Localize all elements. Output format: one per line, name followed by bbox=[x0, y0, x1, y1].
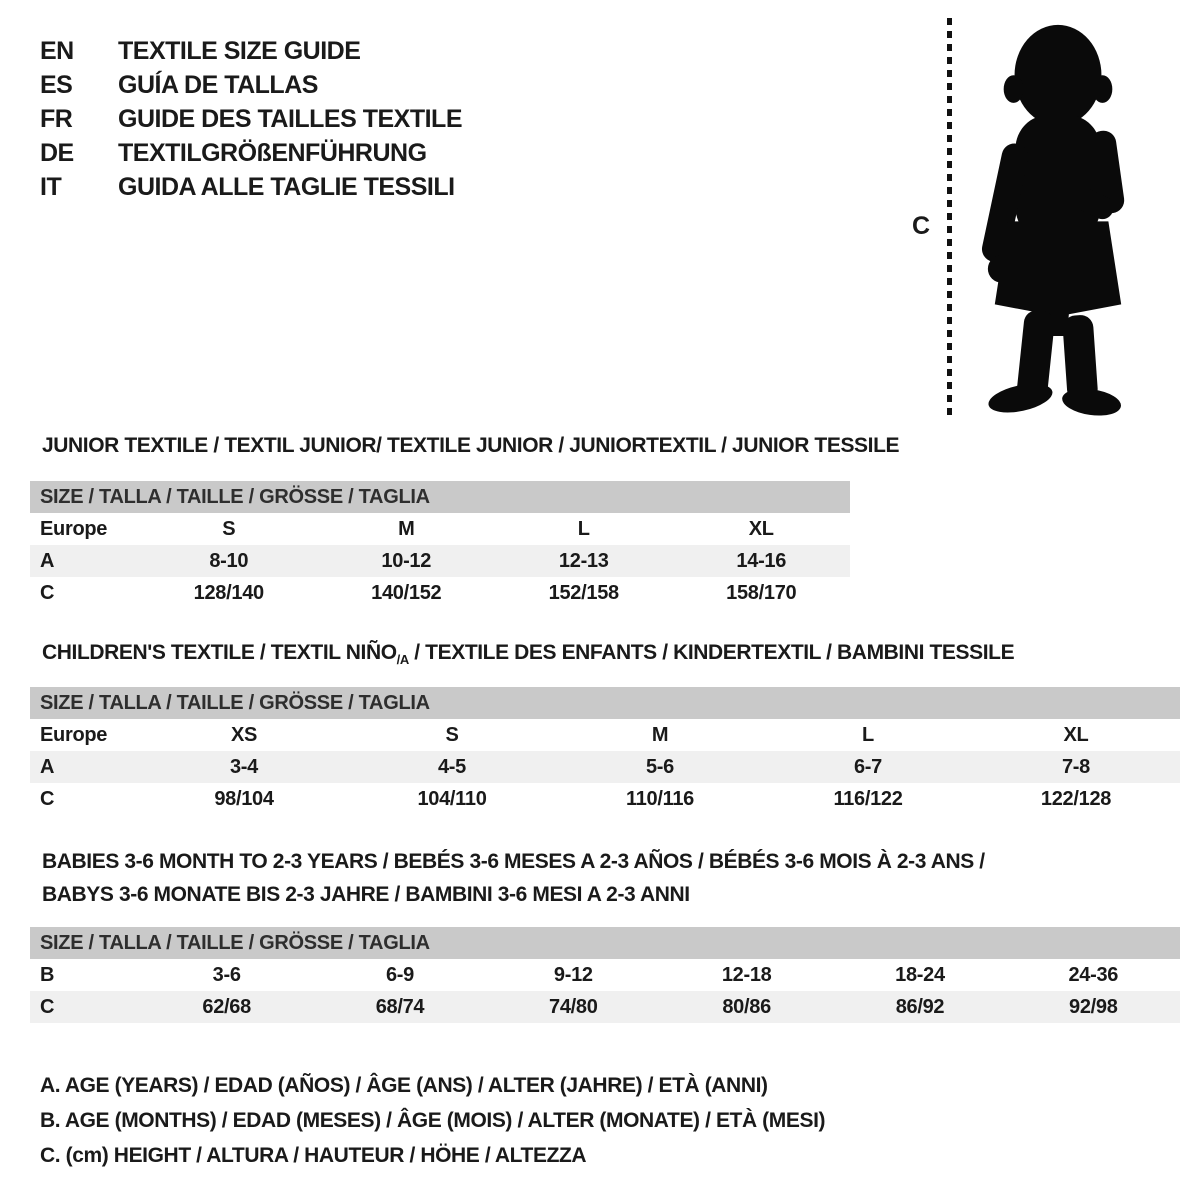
height-value: 86/92 bbox=[895, 995, 945, 1018]
table-row bbox=[30, 719, 1180, 751]
babies-size-table bbox=[30, 927, 1180, 1023]
age-value: 3-4 bbox=[229, 755, 258, 778]
language-code: FR bbox=[40, 104, 73, 133]
age-months-value: 6-9 bbox=[385, 963, 414, 986]
babies-title-line1: BABIES 3-6 MONTH TO 2-3 YEARS / BEBÉS 3-6 MESES A 2-3 AÑOS / BÉBÉS 3-6 MOIS À 2-3 ANS / bbox=[42, 850, 985, 873]
height-value: 92/98 bbox=[1069, 995, 1118, 1018]
height-value: 128/140 bbox=[193, 581, 264, 604]
row-label: C bbox=[40, 581, 55, 604]
size-value: L bbox=[577, 517, 590, 540]
children-size-table bbox=[30, 687, 1180, 815]
size-value: XL bbox=[1063, 723, 1089, 746]
language-title-list bbox=[40, 34, 462, 204]
height-value: 152/158 bbox=[548, 581, 619, 604]
table-row bbox=[30, 751, 1180, 783]
size-value: XL bbox=[748, 517, 774, 540]
legend-line-a: A. AGE (YEARS) / EDAD (AÑOS) / ÂGE (ANS) / ALTER (JAHRE) / ETÀ (ANNI) bbox=[40, 1073, 768, 1097]
age-value: 7-8 bbox=[1061, 755, 1090, 778]
language-code: EN bbox=[40, 36, 74, 65]
age-months-value: 12-18 bbox=[721, 963, 772, 986]
height-value: 140/152 bbox=[371, 581, 442, 604]
row-label: A bbox=[40, 549, 55, 572]
table-row bbox=[30, 513, 850, 545]
height-value: 68/74 bbox=[375, 995, 425, 1018]
children-title-post: / TEXTILE DES ENFANTS / KINDERTEXTIL / BAMBINI TESSILE bbox=[408, 641, 1015, 664]
legend-line-b: B. AGE (MONTHS) / EDAD (MESES) / ÂGE (MOIS) / ALTER (MONATE) / ETÀ (MESI) bbox=[40, 1108, 826, 1132]
language-code: ES bbox=[40, 70, 73, 99]
guide-title: TEXTILGRÖßENFÜHRUNG bbox=[118, 138, 427, 167]
table-row bbox=[30, 577, 850, 609]
height-value: 80/86 bbox=[722, 995, 771, 1018]
guide-title: GUIDA ALLE TAGLIE TESSILI bbox=[118, 172, 455, 201]
row-label: Europe bbox=[40, 517, 108, 540]
junior-size-table bbox=[30, 481, 850, 609]
age-months-value: 9-12 bbox=[553, 963, 593, 986]
table-row bbox=[30, 991, 1180, 1023]
size-header-bar: SIZE / TALLA / TAILLE / GRÖSSE / TAGLIA bbox=[30, 927, 1180, 959]
guide-title: TEXTILE SIZE GUIDE bbox=[118, 36, 361, 65]
age-value: 8-10 bbox=[209, 549, 249, 572]
age-value: 4-5 bbox=[437, 755, 466, 778]
table-row bbox=[30, 959, 1180, 991]
height-value: 116/122 bbox=[833, 787, 903, 810]
babies-title-line2: BABYS 3-6 MONATE BIS 2-3 JAHRE / BAMBINI 3-6 MESI A 2-3 ANNI bbox=[42, 883, 690, 906]
height-value: 122/128 bbox=[1040, 787, 1112, 810]
list-item bbox=[40, 68, 462, 102]
age-value: 5-6 bbox=[645, 755, 674, 778]
list-item bbox=[40, 170, 462, 204]
row-label: Europe bbox=[40, 723, 108, 746]
height-value: 158/170 bbox=[726, 581, 797, 604]
height-value: 98/104 bbox=[214, 787, 274, 810]
table-row bbox=[30, 545, 850, 577]
size-header-bar: SIZE / TALLA / TAILLE / GRÖSSE / TAGLIA bbox=[30, 687, 1180, 719]
table-row bbox=[30, 783, 1180, 815]
height-value: 62/68 bbox=[202, 995, 251, 1018]
height-value: 110/116 bbox=[626, 787, 694, 810]
height-dotted-line bbox=[947, 18, 952, 416]
row-label: A bbox=[40, 755, 55, 778]
row-label: C bbox=[40, 787, 55, 810]
row-label: C bbox=[40, 995, 55, 1018]
height-value: 74/80 bbox=[549, 995, 598, 1018]
guide-title: GUIDE DES TAILLES TEXTILE bbox=[118, 104, 463, 133]
age-months-value: 24-36 bbox=[1068, 963, 1119, 986]
size-value: M bbox=[651, 723, 669, 746]
babies-section-title bbox=[42, 845, 985, 911]
height-measure-label: C bbox=[912, 212, 931, 240]
language-code: IT bbox=[40, 172, 62, 201]
list-item bbox=[40, 34, 462, 68]
children-title-pre: CHILDREN'S TEXTILE / TEXTIL NIÑO bbox=[42, 641, 397, 664]
age-months-value: 18-24 bbox=[895, 963, 945, 986]
measure-legend bbox=[40, 1068, 825, 1173]
size-header-bar: SIZE / TALLA / TAILLE / GRÖSSE / TAGLIA bbox=[30, 481, 850, 513]
guide-title: GUÍA DE TALLAS bbox=[118, 70, 318, 99]
children-section-title bbox=[42, 641, 1014, 667]
list-item bbox=[40, 136, 462, 170]
height-value: 104/110 bbox=[417, 787, 487, 810]
junior-section-title: JUNIOR TEXTILE / TEXTIL JUNIOR/ TEXTILE JUNIOR / JUNIORTEXTIL / JUNIOR TESSILE bbox=[42, 434, 900, 457]
age-value: 12-13 bbox=[558, 549, 609, 572]
row-label: B bbox=[40, 963, 55, 986]
size-value: S bbox=[445, 723, 459, 746]
size-value: XS bbox=[230, 723, 258, 746]
size-value: L bbox=[862, 723, 874, 746]
size-value: S bbox=[222, 517, 236, 540]
age-months-value: 3-6 bbox=[212, 963, 241, 986]
children-title-sub: /A bbox=[396, 652, 409, 668]
age-value: 6-7 bbox=[853, 755, 882, 778]
language-code: DE bbox=[40, 138, 74, 167]
age-value: 10-12 bbox=[381, 549, 432, 572]
list-item bbox=[40, 102, 462, 136]
legend-line-c: C. (cm) HEIGHT / ALTURA / HAUTEUR / HÖHE / ALTEZZA bbox=[40, 1143, 587, 1167]
age-value: 14-16 bbox=[736, 549, 787, 572]
baby-silhouette-icon bbox=[973, 16, 1143, 421]
size-value: M bbox=[398, 517, 415, 540]
